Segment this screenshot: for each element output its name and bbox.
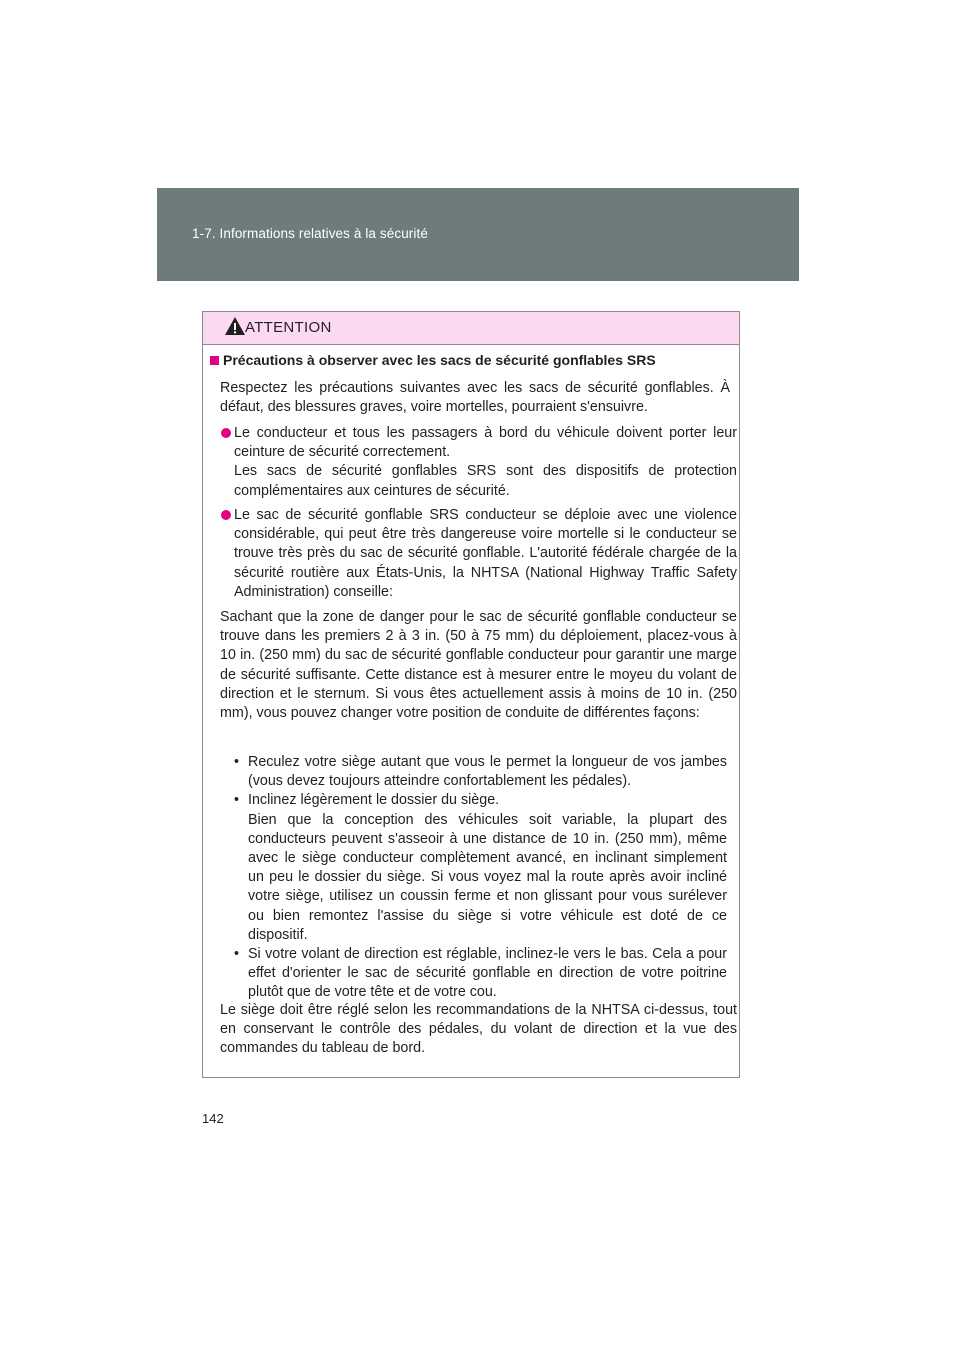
main-paragraph: Sachant que la zone de danger pour le sac de sécurité gonflable conducteur se trouve dans les premiers 2 à 3 in. (50 à 75 mm) du déploiement, placez-vous à 10 in. (250 mm) du sac de sécurité gonflable conducteur pour garantir une marge de sécurité suffisante. Cette distance est à mesurer entre le moyeu du volant de direction et le sternum. Si vous êtes actuellement assis à moins de 10 in. (250 mm), vous pouvez changer votre position de conduite de différentes façons:: [220, 609, 737, 722]
page-number: 142: [202, 1111, 224, 1126]
section-title: 1-7. Informations relatives à la sécurité: [192, 226, 428, 241]
dot-list: [234, 753, 727, 1003]
caution-box: [202, 311, 740, 1078]
caution-header: [203, 312, 739, 345]
intro-paragraph: Respectez les précautions suivantes avec les sacs de sécurité gonflables. À défaut, des blessures graves, voire mortelles, pourraient s'ensuivre.: [220, 380, 730, 416]
bullet-item: [234, 506, 737, 602]
circle-bullet-icon: [221, 510, 231, 520]
list-item-text: Si votre volant de direction est réglable, inclinez-le vers le bas. Cela a pour effet d'orienter le sac de sécurité gonflable en direction de votre poitrine plutôt que de votre tête et de votre cou.: [248, 946, 727, 1001]
list-item: [234, 945, 727, 1003]
warning-triangle-icon: [224, 316, 246, 336]
final-paragraph: Le siège doit être réglé selon les recommandations de la NHTSA ci-dessus, tout en conservant le contrôle des pédales, du volant de direction et la vue des commandes du tableau de bord.: [220, 1002, 737, 1057]
bullet-text: Le sac de sécurité gonflable SRS conducteur se déploie avec une violence considérable, qui peut être très dangereuse voire mortelle si le conducteur se trouve très près du sac de sécurité gonflable. L'autorité fédérale chargée de la sécurité routière aux États-Unis, la NHTSA (National Highway Traffic Safety Administration) conseille:: [234, 507, 737, 600]
list-item: [234, 791, 727, 945]
list-item-text: Inclinez légèrement le dossier du siège.: [248, 792, 500, 809]
dot-bullet-icon: •: [234, 792, 240, 809]
square-bullet-icon: [210, 356, 219, 365]
circle-bullet-icon: [221, 428, 231, 438]
list-item-text: Reculez votre siège autant que vous le permet la longueur de vos jambes (vous devez toujours atteindre confortablement les pédales).: [248, 754, 727, 790]
caution-label: ATTENTION: [245, 319, 332, 336]
section-heading: [210, 352, 656, 368]
header-band: [157, 188, 799, 281]
bullet-text: Le conducteur et tous les passagers à bord du véhicule doivent porter leur ceinture de sécurité correctement.: [234, 425, 737, 461]
list-item: [234, 753, 727, 791]
section-heading-text: Précautions à observer avec les sacs de sécurité gonflables SRS: [223, 352, 656, 368]
dot-bullet-icon: •: [234, 946, 240, 963]
bullet-item: [234, 424, 737, 501]
list-item-detail: Bien que la conception des véhicules soit variable, la plupart des conducteurs peuvent s'asseoir à une distance de 10 in. (250 mm), même avec le siège conducteur complètement avancé, en inclinant simplement un peu le dossier du siège. Si vous voyez mal la route après avoir incliné votre siège, utilisez un coussin ferme et non glissant pour vous surélever ou bien remontez l'assise du siège si votre véhicule est doté de ce dispositif.: [248, 811, 727, 943]
bullet-text: Les sacs de sécurité gonflables SRS sont des dispositifs de protection complémentaires aux ceintures de sécurité.: [234, 463, 737, 499]
dot-bullet-icon: •: [234, 754, 240, 770]
